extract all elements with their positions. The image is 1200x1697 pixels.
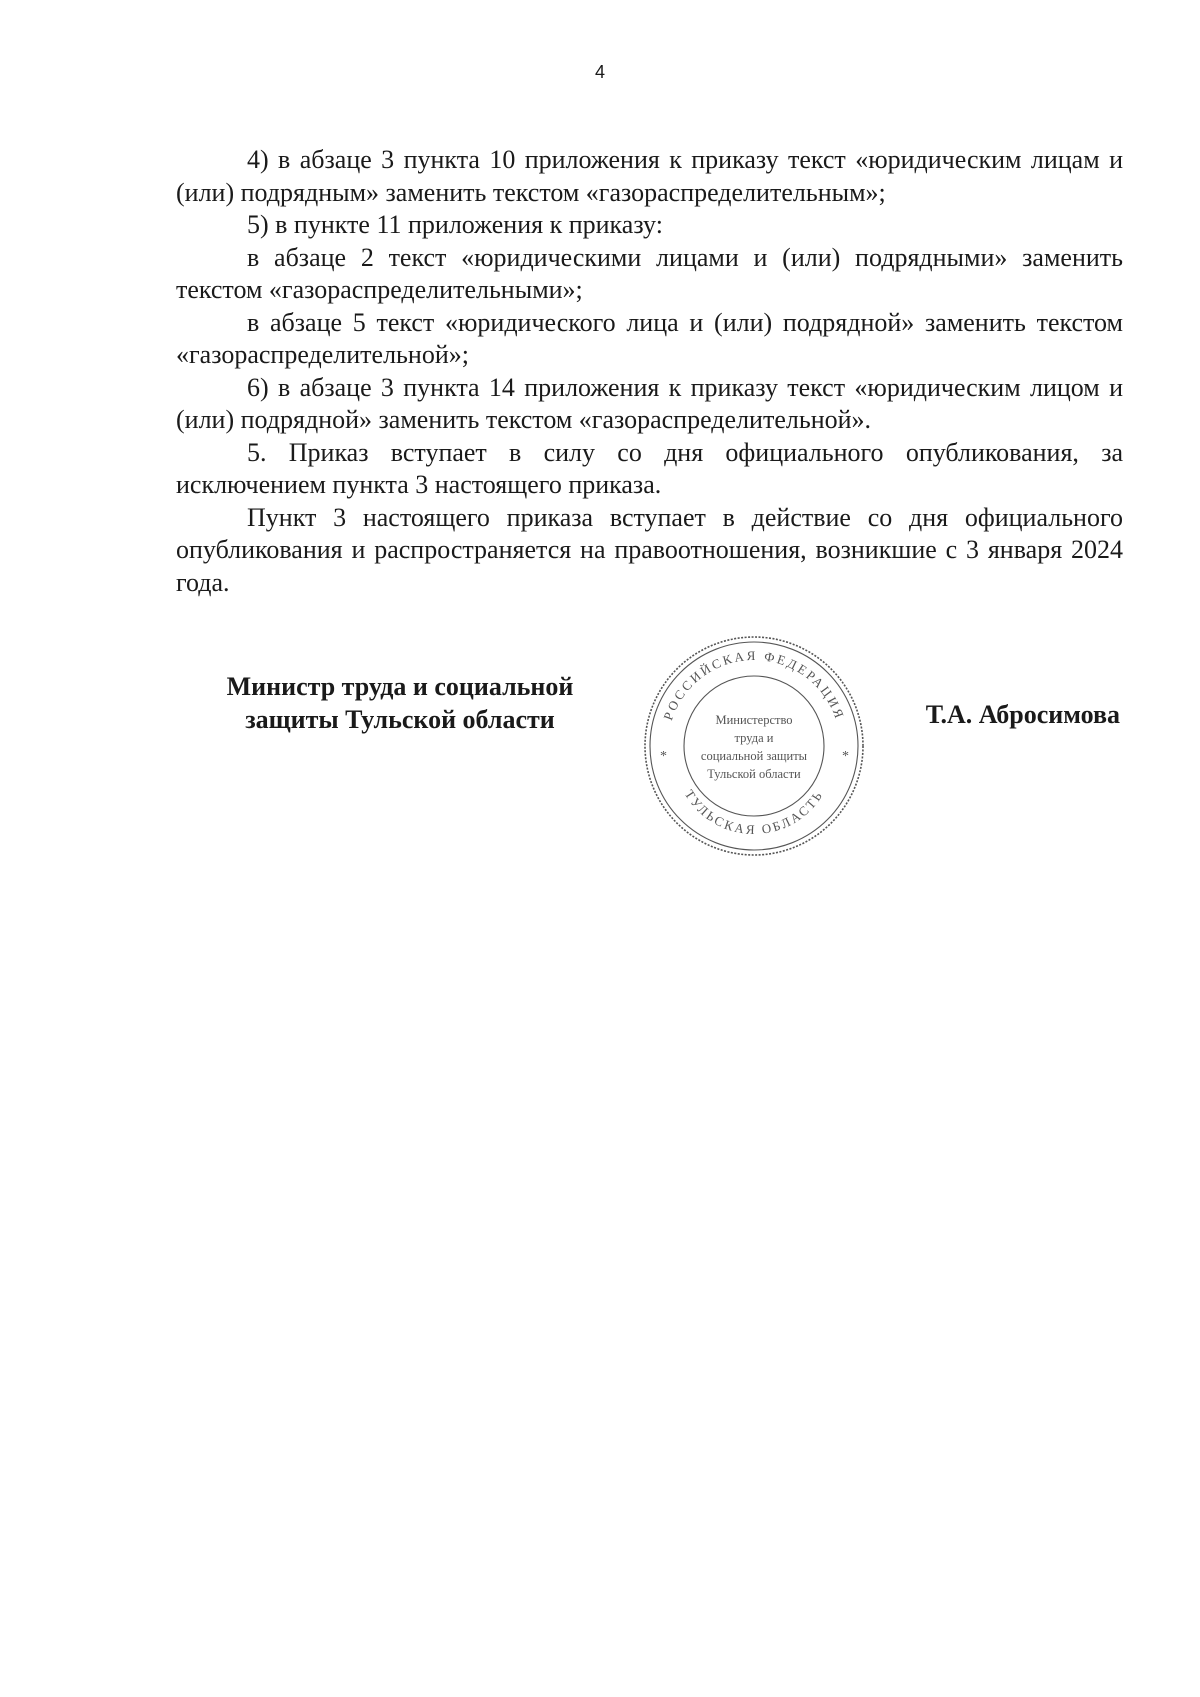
seal-inner-line4: Тульской области	[707, 767, 801, 781]
paragraph-item-6: 6) в абзаце 3 пункта 14 приложения к приказу текст «юридическим лицом и (или) подрядной» заменить текстом «газораспределительной».	[176, 372, 1123, 434]
seal-star-right-icon: *	[842, 749, 849, 764]
official-seal-stamp	[640, 632, 868, 860]
seal-outer-text-bottom: ТУЛЬСКАЯ ОБЛАСТЬ	[681, 786, 827, 838]
paragraph-item-4: 4) в абзаце 3 пункта 10 приложения к приказу текст «юридическим лицам и (или) подрядным» заменить текстом «газораспределительным»;	[176, 145, 1123, 207]
paragraph-point-3-effect: Пункт 3 настоящего приказа вступает в действие со дня официального опубликования и распространяется на правоотношения, возникшие с 3 января 2024 года.	[176, 502, 1123, 597]
seal-outer-text-top: РОССИЙСКАЯ ФЕДЕРАЦИЯ	[660, 647, 848, 723]
signatory-position-line1: Министр труда и социальной	[226, 672, 574, 701]
signatory-name: Т.А. Абросимова	[925, 700, 1120, 729]
document-body	[176, 144, 1123, 599]
paragraph-item-5: 5) в пункте 11 приложения к приказу:	[247, 210, 663, 239]
paragraph-point-5: 5. Приказ вступает в силу со дня официального опубликования, за исключением пункта 3 настоящего приказа.	[176, 437, 1123, 499]
paragraph-subitem-abzac-5: в абзаце 5 текст «юридического лица и (или) подрядной» заменить текстом «газораспределительной»;	[176, 307, 1123, 369]
seal-star-left-icon: *	[660, 749, 667, 764]
seal-inner-line1: Министерство	[715, 713, 793, 727]
signatory-position-line2: защиты Тульской области	[245, 705, 555, 734]
seal-inner-line2: труда и	[734, 731, 774, 745]
seal-inner-line3: социальной защиты	[700, 749, 808, 763]
signatory-position	[180, 670, 620, 736]
page-number: 4	[594, 62, 605, 82]
paragraph-subitem-abzac-2: в абзаце 2 текст «юридическими лицами и (или) подрядными» заменить текстом «газораспределительными»;	[176, 242, 1123, 304]
